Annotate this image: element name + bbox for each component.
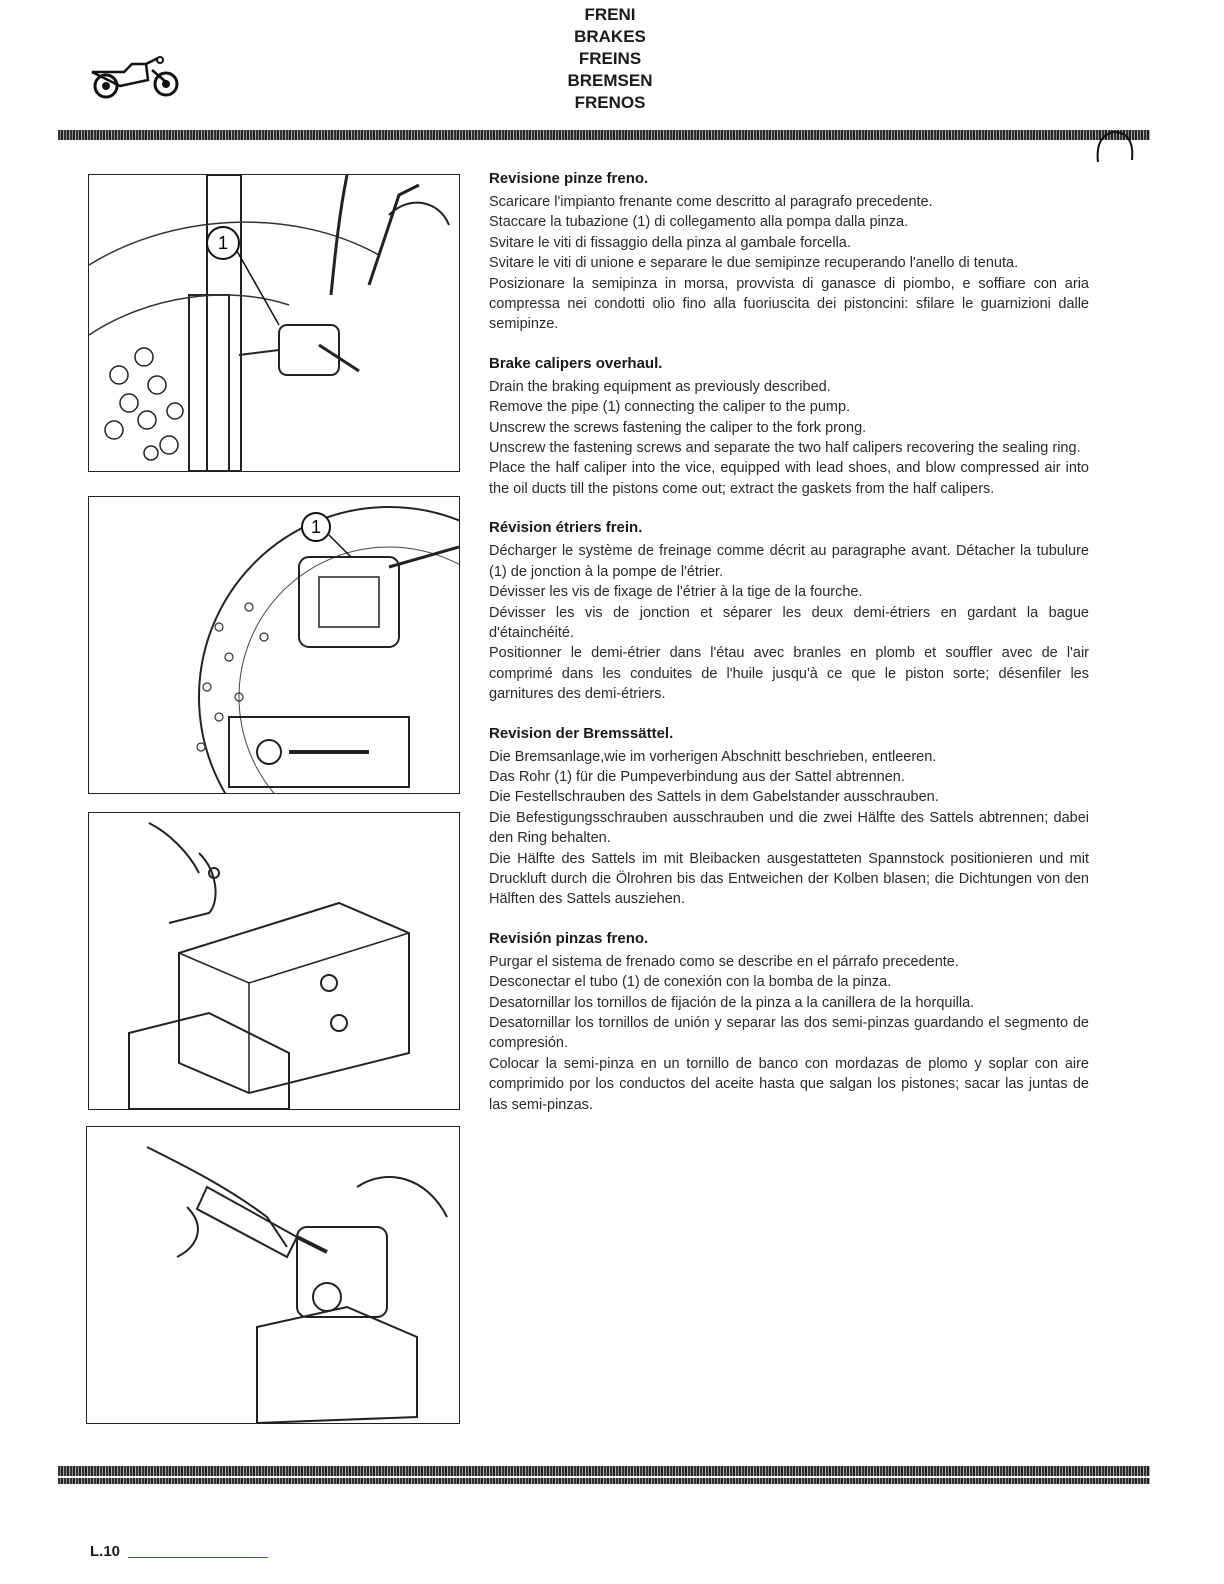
figure1-callout: 1: [217, 233, 229, 253]
section-spanish: [489, 928, 1089, 1115]
section-line: Desatornillar los tornillos de unión y separar las dos semi-pinzas guardando el segmento de compresión.: [489, 1015, 1089, 1052]
title-fr: FREINS: [578, 49, 642, 68]
section-line: Die Bremsanlage,wie im vorherigen Abschnitt beschrieben, entleeren.: [489, 748, 937, 765]
section-line: Desconectar el tubo (1) de conexión con la bomba de la pinza.: [489, 974, 892, 991]
page-number: L.10: [90, 1543, 121, 1560]
section-line: Svitare le viti di fissaggio della pinza al gambale forcella.: [489, 234, 851, 251]
footer-rule-secondary: [58, 1478, 1150, 1484]
section-line: Die Festellschrauben des Sattels in dem Gabelstander ausschrauben.: [489, 789, 939, 806]
title-it: FRENI: [584, 5, 636, 24]
section-title: Revisión pinzas freno.: [489, 929, 649, 947]
title-de: BREMSEN: [567, 71, 653, 90]
section-line: Svitare le viti di unione e separare le due semipinze recuperando l'anello di tenuta.: [489, 255, 1019, 272]
instructions-column: [489, 168, 1089, 1133]
section-german: [489, 723, 1089, 910]
section-french: [489, 517, 1089, 704]
section-title: Revision der Bremssättel.: [489, 724, 674, 742]
section-line: Positionner le demi-étrier dans l'étau avec branles en plomb et souffler avec de l'air comprimé dans les conduites de l'huile jusqu'à ce que le piston sorte; désenfiler les garnitures des demi-étriers.: [489, 645, 1089, 703]
page-titles: [480, 4, 740, 114]
section-line: Drain the braking equipment as previously described.: [489, 378, 831, 395]
figure-air-blow: [86, 1126, 460, 1424]
figure-fork-caliper: [88, 174, 460, 472]
title-en: BRAKES: [574, 27, 646, 46]
section-line: Die Hälfte des Sattels im mit Bleibacken ausgestatteten Spannstock positionieren und mit Druckluft durch die Ölrohren bis das Entweichen der Kolben blasen; die Dichtungen von den Hälften des Sattels ausziehen.: [489, 850, 1089, 908]
section-line: Décharger le système de freinage comme décrit au paragraphe avant. Détacher la tubulure (1) de jonction à la pompe de l'étrier.: [489, 543, 1089, 580]
section-line: Staccare la tubazione (1) di collegamento alla pompa dalla pinza.: [489, 214, 909, 231]
section-line: Desatornillar los tornillos de fijación de la pinza a la canillera de la horquilla.: [489, 994, 975, 1011]
section-line: Unscrew the screws fastening the caliper to the fork prong.: [489, 419, 867, 436]
section-italian: [489, 168, 1089, 335]
figure-half-caliper: [88, 812, 460, 1110]
section-line: Remove the pipe (1) connecting the caliper to the pump.: [489, 399, 851, 416]
section-line: Die Befestigungsschrauben ausschrauben und die zwei Hälfte des Sattels abtrennen; dabei den Ring behalten.: [489, 809, 1089, 847]
section-line: Das Rohr (1) für die Pumpeverbindung aus der Sattel abtrennen.: [489, 768, 905, 785]
section-tab-mark: [1090, 126, 1140, 166]
section-line: Place the half caliper into the vice, equipped with lead shoes, and blow compressed air into the oil ducts till the pistons come out; extract the gaskets from the half calipers.: [489, 460, 1089, 497]
section-title: Revisione pinze freno.: [489, 170, 649, 187]
motorcycle-icon: [86, 56, 186, 102]
section-line: Dévisser les vis de fixage de l'étrier à la tige de la fourche.: [489, 584, 863, 601]
section-line: Scaricare l'impianto frenante come descritto al paragrafo precedente.: [489, 194, 933, 210]
section-english: [489, 353, 1089, 499]
header-rule: [58, 130, 1150, 140]
footer-link-underline[interactable]: [128, 1557, 268, 1558]
title-es: FRENOS: [574, 93, 646, 112]
footer-rule: [58, 1466, 1150, 1476]
section-title: Révision étriers frein.: [489, 519, 643, 537]
figure-disc-caliper: [88, 496, 460, 794]
section-line: Unscrew the fastening screws and separate the two half calipers recovering the sealing ring.: [489, 440, 1081, 457]
section-line: Colocar la semi-pinza en un tornillo de banco con mordazas de plomo y soplar con aire comprimido por los conductos del aceite hasta que salgan los pistones; sacar las juntas de las semi-pinzas.: [489, 1055, 1089, 1113]
section-line: Posizionare la semipinza in morsa, provvista di ganasce di piombo, e soffiare con aria compressa nei condotti olio fino alla fuoriuscita dei pistoncini: sfilare le guarnizioni dalle semipinze.: [489, 275, 1089, 333]
figure2-callout: 1: [310, 517, 322, 537]
section-title: Brake calipers overhaul.: [489, 354, 663, 372]
section-line: Dévisser les vis de jonction et séparer les deux demi-étriers en gardant la bague d'étainchéité.: [489, 604, 1089, 641]
section-line: Purgar el sistema de frenado como se describe en el párrafo precedente.: [489, 953, 959, 970]
